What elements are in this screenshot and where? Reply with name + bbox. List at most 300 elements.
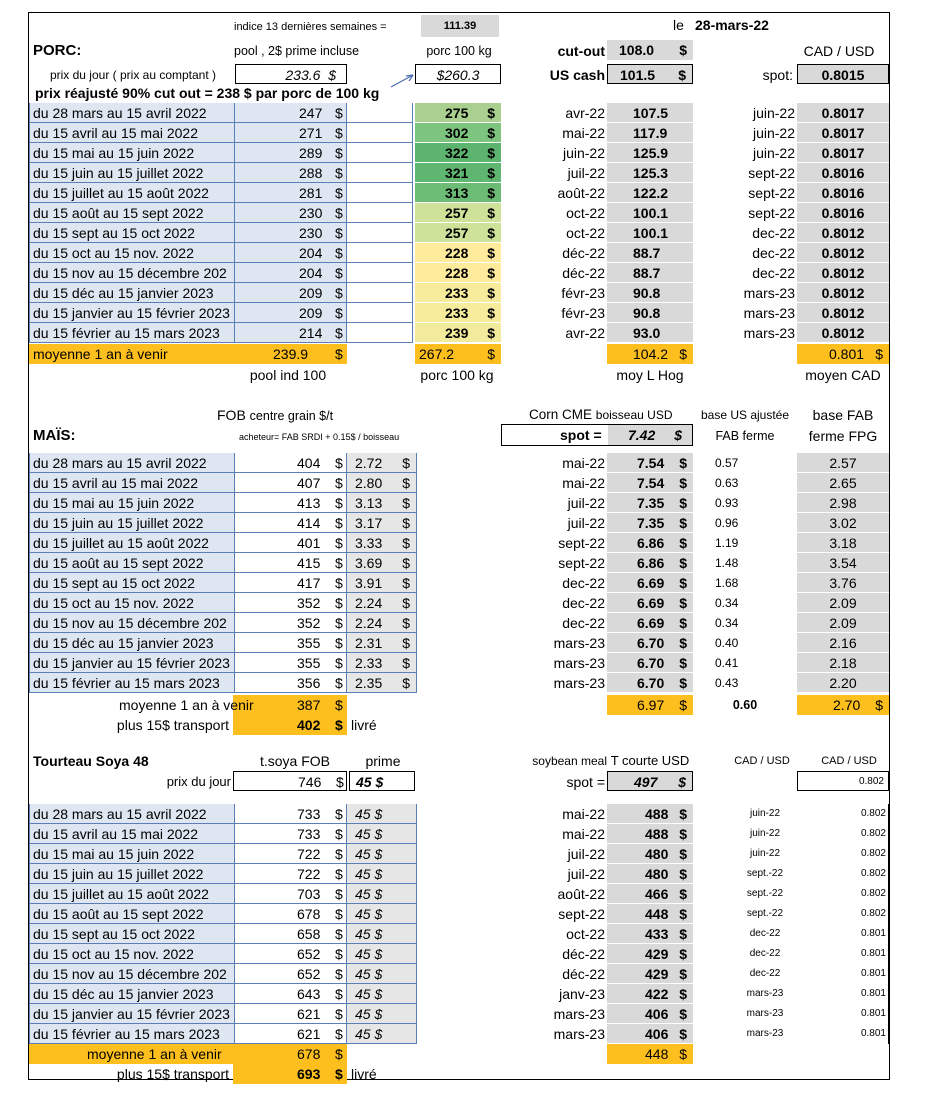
fab-value[interactable]: 3.54	[797, 553, 889, 573]
period-label: du 15 déc au 15 janvier 2023	[29, 283, 235, 303]
soya-fob-cell[interactable]	[235, 904, 347, 924]
corn-month: dec-22	[562, 615, 605, 631]
prix-jour-value: 233.6	[285, 67, 321, 83]
dollar-sign: $	[679, 906, 687, 922]
hog-value[interactable]: 93.0	[607, 323, 693, 343]
cutout-label: cut-out	[557, 43, 605, 59]
hog-month: avr-22	[565, 325, 605, 341]
soya-fob-value: 621	[297, 1026, 321, 1042]
pool-cell[interactable]	[235, 203, 347, 223]
soya-usd-cell[interactable]	[607, 1004, 693, 1024]
corn-label	[529, 405, 697, 425]
prime-value[interactable]: 45 $	[347, 984, 417, 1004]
dollar-sign: $	[335, 535, 343, 551]
porc-100kg-cell[interactable]	[415, 123, 501, 143]
period-label: du 15 août au 15 sept 2022	[29, 203, 235, 223]
corn-cell[interactable]	[607, 593, 693, 613]
pool-value: 209	[299, 305, 323, 321]
soya-fob-cell[interactable]	[235, 804, 347, 824]
bushel-value: 3.33	[355, 535, 383, 551]
porc-100kg-value: 257	[445, 225, 469, 241]
fob-cell[interactable]	[235, 613, 347, 633]
prime-value[interactable]: 45 $	[347, 884, 417, 904]
fob-value: 415	[297, 555, 321, 571]
hog-month: déc-22	[562, 265, 605, 281]
dollar-sign: $	[678, 774, 686, 790]
moyenne-corn: 6.97	[637, 697, 665, 713]
period-label: du 15 juin au 15 juillet 2022	[29, 864, 235, 884]
porc-100kg-cell[interactable]	[415, 183, 501, 203]
cad-value[interactable]: 0.8017	[797, 103, 889, 123]
period-label: du 15 nov au 15 décembre 202	[29, 263, 235, 283]
porc-100kg-value: 313	[445, 185, 469, 201]
prime-value[interactable]: 45 $	[347, 904, 417, 924]
dollar-sign: $	[679, 555, 687, 571]
base-fab-label: base FAB	[812, 407, 874, 423]
pool-value: 247	[299, 105, 323, 121]
corn-cell[interactable]	[607, 673, 693, 693]
period-label: du 28 mars au 15 avril 2022	[29, 103, 235, 123]
soya-prix-jour-cell[interactable]	[233, 771, 347, 791]
soya-cad-month: mars-23	[746, 1008, 784, 1019]
soya-usd-cell[interactable]	[607, 844, 693, 864]
date-value[interactable]: 28-mars-22	[695, 17, 769, 33]
dollar-sign: $	[487, 285, 495, 301]
indice-value[interactable]: 111.39	[421, 15, 499, 37]
porc-100kg-cell[interactable]	[415, 203, 501, 223]
period-label: du 15 oct au 15 nov. 2022	[29, 593, 235, 613]
soya-month: mars-23	[553, 1026, 605, 1042]
soya-usd-value: 422	[645, 986, 669, 1002]
fab-value[interactable]: 2.09	[797, 593, 889, 613]
corn-cell[interactable]	[607, 453, 693, 473]
corn-cell[interactable]	[607, 613, 693, 633]
cad-value[interactable]: 0.8017	[797, 143, 889, 163]
moyenne-porc: 267.2	[419, 346, 455, 362]
pool-cell[interactable]	[235, 143, 347, 163]
soya-cad-value: 0.802	[829, 824, 889, 844]
soya-transport-label: plus 15$ transport	[116, 1066, 229, 1082]
soya-fob-value: 621	[297, 1006, 321, 1022]
dollar-sign: $	[335, 717, 343, 733]
cad-value[interactable]: 0.8016	[797, 183, 889, 203]
soya-fob-cell[interactable]	[235, 824, 347, 844]
hog-value[interactable]: 88.7	[607, 263, 693, 283]
fab-value[interactable]: 2.16	[797, 633, 889, 653]
soya-cad-value: 0.801	[829, 944, 889, 964]
soya-fob-cell[interactable]	[235, 964, 347, 984]
cad-value[interactable]: 0.8012	[797, 223, 889, 243]
porc-100kg-cell[interactable]	[415, 223, 501, 243]
empty-cell	[347, 183, 413, 203]
corn-cell[interactable]	[607, 513, 693, 533]
soya-fob-cell[interactable]	[235, 1004, 347, 1024]
uscash-value: 101.5	[620, 67, 656, 83]
period-label: du 28 mars au 15 avril 2022	[29, 804, 235, 824]
porc-100kg-cell[interactable]	[415, 163, 501, 183]
prime-value[interactable]: 45 $	[347, 944, 417, 964]
corn-cell[interactable]	[607, 633, 693, 653]
dollar-sign: $	[402, 675, 410, 691]
corn-moyenne	[607, 695, 693, 715]
empty-cell	[347, 143, 413, 163]
dollar-sign: $	[674, 427, 682, 443]
bushel-cell[interactable]	[347, 513, 417, 533]
soya-usd-value: 480	[645, 846, 669, 862]
soya-usd-cell[interactable]	[607, 904, 693, 924]
porc-title: PORC:	[33, 42, 82, 59]
soya-prime-label: prime	[365, 753, 401, 769]
dollar-sign: $	[679, 655, 687, 671]
dollar-sign: $	[679, 886, 687, 902]
porc-moyenne-row	[29, 344, 347, 364]
hog-value[interactable]: 90.8	[607, 303, 693, 323]
hog-month: mai-22	[562, 125, 605, 141]
soya-month: juil-22	[567, 866, 605, 882]
corn-cell[interactable]	[607, 553, 693, 573]
soya-spot-cad[interactable]: 0.802	[797, 771, 889, 791]
soya-prix-jour-prime[interactable]: 45 $	[349, 771, 415, 791]
soya-livre: livré	[351, 1066, 377, 1082]
hog-value[interactable]: 88.7	[607, 243, 693, 263]
hog-value[interactable]: 125.9	[607, 143, 693, 163]
fob-value: 352	[297, 595, 321, 611]
cad-value[interactable]: 0.8012	[797, 263, 889, 283]
soya-usd-cell[interactable]	[607, 884, 693, 904]
prime-value[interactable]: 45 $	[347, 964, 417, 984]
period-label: du 15 août au 15 sept 2022	[29, 904, 235, 924]
pool-value: 204	[299, 245, 323, 261]
corn-cell[interactable]	[607, 473, 693, 493]
bushel-cell[interactable]	[347, 453, 417, 473]
prime-value[interactable]: 45 $	[347, 1004, 417, 1024]
soya-fob-cell[interactable]	[235, 844, 347, 864]
tcourte-label: T courte USD	[610, 753, 690, 768]
bushel-cell[interactable]	[347, 473, 417, 493]
fob-cell[interactable]	[235, 453, 347, 473]
soya-cad-value: 0.801	[829, 1004, 889, 1024]
empty-cell	[347, 243, 413, 263]
corn-cell[interactable]	[607, 533, 693, 553]
pool-cell[interactable]	[235, 323, 347, 343]
corn-value: 7.54	[637, 455, 665, 471]
porc-100kg-cell[interactable]	[415, 103, 501, 123]
pool-cell[interactable]	[235, 243, 347, 263]
dollar-sign: $	[679, 495, 687, 511]
fab-value[interactable]: 2.57	[797, 453, 889, 473]
fob-cell[interactable]	[235, 633, 347, 653]
base-us-value: 0.34	[715, 596, 739, 610]
porc-100kg-cell[interactable]	[415, 323, 501, 343]
mais-transport-label: plus 15$ transport	[116, 717, 229, 733]
porc-100kg-value: 239	[445, 325, 469, 341]
uscash-value-cell[interactable]	[607, 64, 693, 84]
fob-cell[interactable]	[235, 513, 347, 533]
prime-value[interactable]: 45 $	[347, 804, 417, 824]
soya-month: juil-22	[567, 846, 605, 862]
fob-value: 417	[297, 575, 321, 591]
corn-cell[interactable]	[607, 493, 693, 513]
fob-value: 414	[297, 515, 321, 531]
bushel-cell[interactable]	[347, 633, 417, 653]
fob-value: 355	[297, 655, 321, 671]
corn-month: sept-22	[558, 555, 605, 571]
dollar-sign: $	[487, 305, 495, 321]
foot-porc: porc 100 kg	[420, 367, 494, 383]
dollar-sign: $	[679, 926, 687, 942]
hog-month: avr-22	[565, 105, 605, 121]
fab-value[interactable]: 3.18	[797, 533, 889, 553]
prime-value[interactable]: 45 $	[347, 844, 417, 864]
fob-value: 352	[297, 615, 321, 631]
bushel-cell[interactable]	[347, 573, 417, 593]
hog-value[interactable]: 107.5	[607, 103, 693, 123]
dollar-sign: $	[487, 125, 495, 141]
soya-fob-cell[interactable]	[235, 884, 347, 904]
prix-jour-input[interactable]: 233.6 $	[235, 64, 347, 84]
corn-value: 6.69	[637, 575, 665, 591]
fob-cell[interactable]	[235, 493, 347, 513]
dollar-sign: $	[487, 205, 495, 221]
soya-spot-cell[interactable]	[607, 771, 693, 791]
fab-value[interactable]: 2.18	[797, 653, 889, 673]
prix-jour-value: 746	[298, 774, 322, 790]
bushel-cell[interactable]	[347, 673, 417, 693]
fob-cell[interactable]	[235, 473, 347, 493]
bushel-value: 2.24	[355, 615, 383, 631]
fob-cell[interactable]	[235, 593, 347, 613]
corn-spot-cell[interactable]	[501, 424, 693, 446]
soya-cad-value: 0.801	[829, 1024, 889, 1044]
hog-value[interactable]: 117.9	[607, 123, 693, 143]
cad-month: juin-22	[752, 145, 795, 161]
soya-usd-cell[interactable]	[607, 944, 693, 964]
cad-value[interactable]: 0.8012	[797, 323, 889, 343]
soya-cad-month: mars-23	[746, 988, 784, 999]
cad-value[interactable]: 0.8012	[797, 303, 889, 323]
dollar-sign: $	[335, 105, 343, 121]
dollar-sign: $	[335, 455, 343, 471]
cad-spot-value[interactable]: 0.8015	[797, 64, 889, 84]
dollar-sign: $	[679, 515, 687, 531]
period-label: du 15 janvier au 15 février 2023	[29, 303, 235, 323]
soya-cad-value: 0.801	[829, 964, 889, 984]
soya-usd-cell[interactable]	[607, 924, 693, 944]
pool-cell[interactable]	[235, 183, 347, 203]
soya-fob-cell[interactable]	[235, 1024, 347, 1044]
prime-value[interactable]: 45 $	[347, 864, 417, 884]
prime-value[interactable]: 45 $	[347, 824, 417, 844]
corn-month: dec-22	[562, 595, 605, 611]
dollar-sign: $	[335, 515, 343, 531]
bushel-cell[interactable]	[347, 553, 417, 573]
porc-100kg-cell[interactable]	[415, 143, 501, 163]
bushel-cell[interactable]	[347, 533, 417, 553]
soya-month: août-22	[557, 886, 605, 902]
cad-month: mars-23	[743, 305, 795, 321]
pool-cell[interactable]	[235, 123, 347, 143]
dollar-sign: $	[335, 305, 343, 321]
soya-cad-month: mars-23	[746, 1028, 784, 1039]
fob-cell[interactable]	[235, 533, 347, 553]
bushel-value: 2.31	[355, 635, 383, 651]
ferme-fpg-label: ferme FPG	[808, 428, 878, 444]
hog-value[interactable]: 100.1	[607, 203, 693, 223]
soya-usd-cell[interactable]	[607, 984, 693, 1004]
fob-cell[interactable]	[235, 573, 347, 593]
bushel-value: 3.13	[355, 495, 383, 511]
hog-value[interactable]: 122.2	[607, 183, 693, 203]
dollar-sign: $	[335, 886, 343, 902]
period-label: du 15 sept au 15 oct 2022	[29, 573, 235, 593]
bushel-value: 2.80	[355, 475, 383, 491]
dollar-sign: $	[875, 697, 883, 713]
cad-value[interactable]: 0.8017	[797, 123, 889, 143]
soya-fob-cell[interactable]	[235, 864, 347, 884]
dollar-sign: $	[402, 495, 410, 511]
dollar-sign: $	[402, 535, 410, 551]
fab-value[interactable]: 3.02	[797, 513, 889, 533]
dollar-sign: $	[679, 575, 687, 591]
pool-cell[interactable]	[235, 283, 347, 303]
dollar-sign: $	[335, 125, 343, 141]
prix-jour-100kg[interactable]: $260.3	[415, 64, 501, 84]
fab-value[interactable]: 3.76	[797, 573, 889, 593]
fab-value[interactable]: 2.20	[797, 673, 889, 693]
hog-month: juin-22	[562, 145, 605, 161]
fob-cell[interactable]	[235, 553, 347, 573]
pool-cell[interactable]	[235, 263, 347, 283]
period-label: du 15 nov au 15 décembre 202	[29, 613, 235, 633]
base-us-value: 1.48	[715, 556, 739, 570]
dollar-sign: $	[335, 346, 343, 362]
fab-value[interactable]: 2.09	[797, 613, 889, 633]
fob-value: 401	[297, 535, 321, 551]
cad-month: sept-22	[748, 185, 795, 201]
soya-fob-cell[interactable]	[235, 924, 347, 944]
prime-value[interactable]: 45 $	[347, 1024, 417, 1044]
foot-pool: pool ind 100	[249, 367, 327, 383]
dollar-sign: $	[402, 575, 410, 591]
cad-value[interactable]: 0.8016	[797, 203, 889, 223]
hog-month: févr-23	[561, 305, 605, 321]
bushel-cell[interactable]	[347, 653, 417, 673]
moyenne-label: moyenne 1 an à venir	[33, 346, 168, 362]
moyenne-usd: 448	[645, 1046, 669, 1062]
pool-value: 289	[299, 145, 323, 161]
pool-value: 271	[299, 125, 323, 141]
pool-cell[interactable]	[235, 303, 347, 323]
corn-month: mars-23	[553, 675, 605, 691]
dollar-sign: $	[402, 595, 410, 611]
dollar-sign: $	[487, 325, 495, 341]
soya-month: mai-22	[562, 806, 605, 822]
bushel-value: 2.24	[355, 595, 383, 611]
dollar-sign: $	[335, 926, 343, 942]
dollar-sign: $	[679, 455, 687, 471]
soya-usd-value: 433	[645, 926, 669, 942]
bushel-cell[interactable]	[347, 593, 417, 613]
corn-value: 7.54	[637, 475, 665, 491]
porc-100kg-cell[interactable]	[415, 303, 501, 323]
soya-usd-cell[interactable]	[607, 864, 693, 884]
bushel-cell[interactable]	[347, 493, 417, 513]
corn-cell[interactable]	[607, 653, 693, 673]
pool-cell[interactable]	[235, 163, 347, 183]
soya-usd-value: 406	[645, 1026, 669, 1042]
corn-word: Corn CME	[529, 407, 593, 422]
soya-usd-cell[interactable]	[607, 804, 693, 824]
dollar-sign: $	[335, 1006, 343, 1022]
porc-100kg-cell[interactable]	[415, 283, 501, 303]
soya-usd-moyenne	[607, 1044, 693, 1064]
period-label: du 15 février au 15 mars 2023	[29, 323, 235, 343]
period-label: du 15 sept au 15 oct 2022	[29, 223, 235, 243]
dollar-sign: $	[335, 325, 343, 341]
pool-cell[interactable]	[235, 223, 347, 243]
price-sheet	[28, 12, 890, 1080]
hog-value[interactable]: 125.3	[607, 163, 693, 183]
fab-value[interactable]: 2.98	[797, 493, 889, 513]
base-us-value: 0.93	[715, 496, 739, 510]
cutout-value-cell[interactable]	[607, 40, 693, 60]
fob-cell[interactable]	[235, 673, 347, 693]
soya-fob-cell[interactable]	[235, 944, 347, 964]
transport-value: 402	[297, 717, 321, 733]
empty-cell	[347, 163, 413, 183]
cad-value[interactable]: 0.8016	[797, 163, 889, 183]
prime-value[interactable]: 45 $	[347, 924, 417, 944]
corn-value: 6.70	[637, 675, 665, 691]
soya-cad-value: 0.801	[829, 984, 889, 1004]
porc-100kg-cell[interactable]	[415, 263, 501, 283]
hog-value[interactable]: 90.8	[607, 283, 693, 303]
soya-usd-cell[interactable]	[607, 964, 693, 984]
corn-value: 6.70	[637, 635, 665, 651]
soya-usd-cell[interactable]	[607, 824, 693, 844]
porc-100kg-cell[interactable]	[415, 243, 501, 263]
hog-value[interactable]: 100.1	[607, 223, 693, 243]
fab-ferme-label: FAB ferme	[715, 429, 775, 443]
cad-value[interactable]: 0.8012	[797, 243, 889, 263]
dollar-sign: $	[679, 826, 687, 842]
soya-fob-cell[interactable]	[235, 984, 347, 1004]
period-label: du 15 déc au 15 janvier 2023	[29, 984, 235, 1004]
corn-cell[interactable]	[607, 573, 693, 593]
meal-label: soybean meal	[532, 754, 607, 768]
dollar-sign: $	[335, 265, 343, 281]
empty-cell	[347, 203, 413, 223]
dollar-sign: $	[335, 1026, 343, 1042]
soya-cad-value: 0.802	[829, 864, 889, 884]
soya-usd-value: 429	[645, 946, 669, 962]
cad-month: mars-23	[743, 285, 795, 301]
soya-usd-cell[interactable]	[607, 1024, 693, 1044]
fob-cell[interactable]	[235, 653, 347, 673]
dollar-sign: $	[335, 946, 343, 962]
dollar-sign: $	[335, 866, 343, 882]
period-label: du 15 avril au 15 mai 2022	[29, 123, 235, 143]
bushel-cell[interactable]	[347, 613, 417, 633]
pool-cell[interactable]	[235, 103, 347, 123]
corn-month: dec-22	[562, 575, 605, 591]
porc-100kg-value: 302	[445, 125, 469, 141]
reajuste-text: prix réajusté 90% cut out = 238 $ par porc de 100 kg	[35, 85, 380, 101]
cad-value[interactable]: 0.8012	[797, 283, 889, 303]
fab-value[interactable]: 2.65	[797, 473, 889, 493]
soya-fob-value: 678	[297, 906, 321, 922]
dollar-sign: $	[487, 105, 495, 121]
